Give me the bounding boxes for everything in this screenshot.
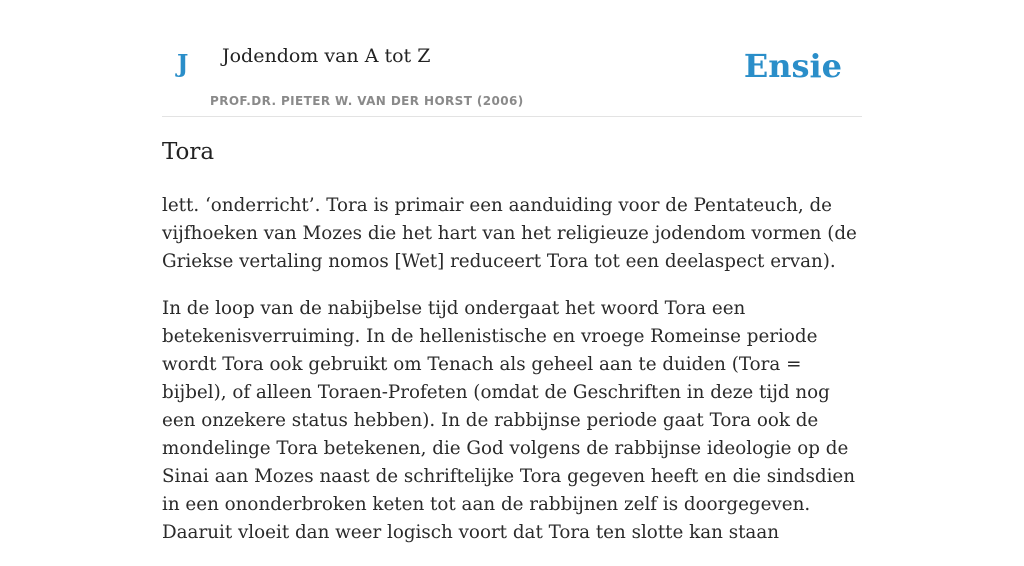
book-letter-icon[interactable]: J — [177, 49, 189, 78]
paragraph: In de loop van de nabijbelse tijd ondergaat het woord Tora een betekenisverruiming. In de hellenistische en vroege Romeinse periode wordt Tora ook gebruikt om Tenach als geheel aan te duiden (Tora = bijbel), of alleen Toraen-Profeten (omdat de Geschriften in deze tijd nog een onzekere status hebben). In de rabbijnse periode gaat Tora ook de mondelinge Tora betekenen, die God volgens de rabbijnse ideologie op de Sinai aan Mozes naast de schriftelijke Tora gegeven heeft en die sindsdien in een ononderbroken keten tot aan de rabbijnen zelf is doorgegeven. Daaruit vloeit dan weer logisch voort dat Tora ten slotte kan staan — [162, 298, 856, 543]
book-title[interactable]: Jodendom van A tot Z — [222, 45, 431, 67]
paragraph: lett. ‘onderricht’. Tora is primair een aanduiding voor de Pentateuch, de vijfhoeken van Mozes die het hart van het religieuze jodendom vormen (de Griekse vertaling nomos [Wet] reduceert Tora tot een deelaspect ervan). — [162, 195, 857, 272]
entry-content — [162, 192, 862, 566]
header — [162, 0, 862, 117]
author-line: PROF.DR. PIETER W. VAN DER HORST (2006) — [210, 94, 524, 108]
entry-title: Tora — [162, 139, 215, 165]
ensie-logo-link[interactable]: Ensie — [743, 47, 842, 85]
